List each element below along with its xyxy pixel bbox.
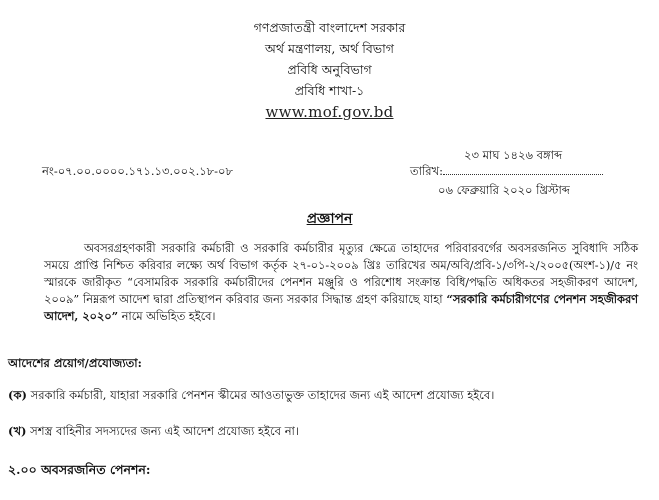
date-bengali: ২৩ মাঘ ১৪২৬ বঙ্গাব্দ [464,148,563,162]
item-kha-label: (খ) [8,424,27,438]
item-kha-text: সশস্ত্র বাহিনীর সদস্যদের জন্য এই আদেশ প্রযোজ্য হইবে না। [26,424,299,438]
memo-number: নং-০৭.০০.০০০০.১৭১.১৩.০০২.১৮-০৮ [42,164,233,178]
applicability-heading: আদেশের প্রয়োগ/প্রযোজ্যতা: [8,356,142,370]
header-division-line3: প্রবিধি অনুবিভাগ [287,62,372,77]
item-ka-text: সরকারি কর্মচারী, যাহারা সরকারি পেনশন স্কীমের আওতাভুক্ত তাহাদের জন্য এই আদেশ প্রযোজ্য হইবে। [26,388,495,402]
paragraph-text-end: নামে অভিহিত হইবে। [118,310,216,323]
paragraph-text: অবসরগ্রহণকারী সরকারি কর্মচারী ও সরকারি কর্মচারীর মৃত্যুর ক্ষেত্রে তাহাদের পরিবারবর্গের অবসরজনিত সুবিধাদি সঠিক সময়ে প্রাপ্তি নিশ্চিত করিবার লক্ষ্যে অর্থ বিভাগ কর্তৃক ২৭-০১-২০০৯ খ্রিঃ তারিখের অম/অবি/প্রবি-১/৩পি-২/২০০৫(অংশ-১)/৫ নং স্মারকে জারীকৃত “বেসামরিক সরকারি কর্মচারীদের পেনশন মঞ্জুরি ও পরিশোধ সংক্রান্ত বিধি/পদ্ধতি অধিকতর সহজীকরণ আদেশ, ২০০৯” নিম্নরূপ আদেশ দ্বারা প্রতিস্থাপন করিবার জন্য সরকার সিদ্ধান্ত গ্রহণ করিয়াছে যাহা [44,242,638,306]
item-ka-label: (ক) [8,388,27,402]
document-title: প্রজ্ঞাপন [306,211,353,227]
applicability-item-kha [8,423,648,442]
header-ministry-line1: গণপ্রজাতন্ত্রী বাংলাদেশ সরকার [253,20,406,35]
date-line [410,164,603,179]
applicability-item-ka [8,387,648,406]
header-website-link[interactable]: www.mof.gov.bd [265,103,394,121]
main-paragraph [44,240,638,325]
order-name-bold: “সরকারি কর্মচারীগণের পেনশন সহজীকরণ আদেশ, ২০২০” [44,292,638,323]
header-branch-line4: প্রবিধি শাখা-১ [294,83,365,98]
date-label: তারিখ: [410,164,444,178]
date-dotted-line [443,164,603,175]
section-2-heading: ২.০০ অবসরজনিত পেনশন: [8,462,151,477]
date-gregorian: ০৬ ফেব্রুয়ারি ২০২০ খ্রিস্টাব্দ [438,183,570,197]
header-ministry-line2: অর্থ মন্ত্রণালয়, অর্থ বিভাগ [265,41,394,56]
